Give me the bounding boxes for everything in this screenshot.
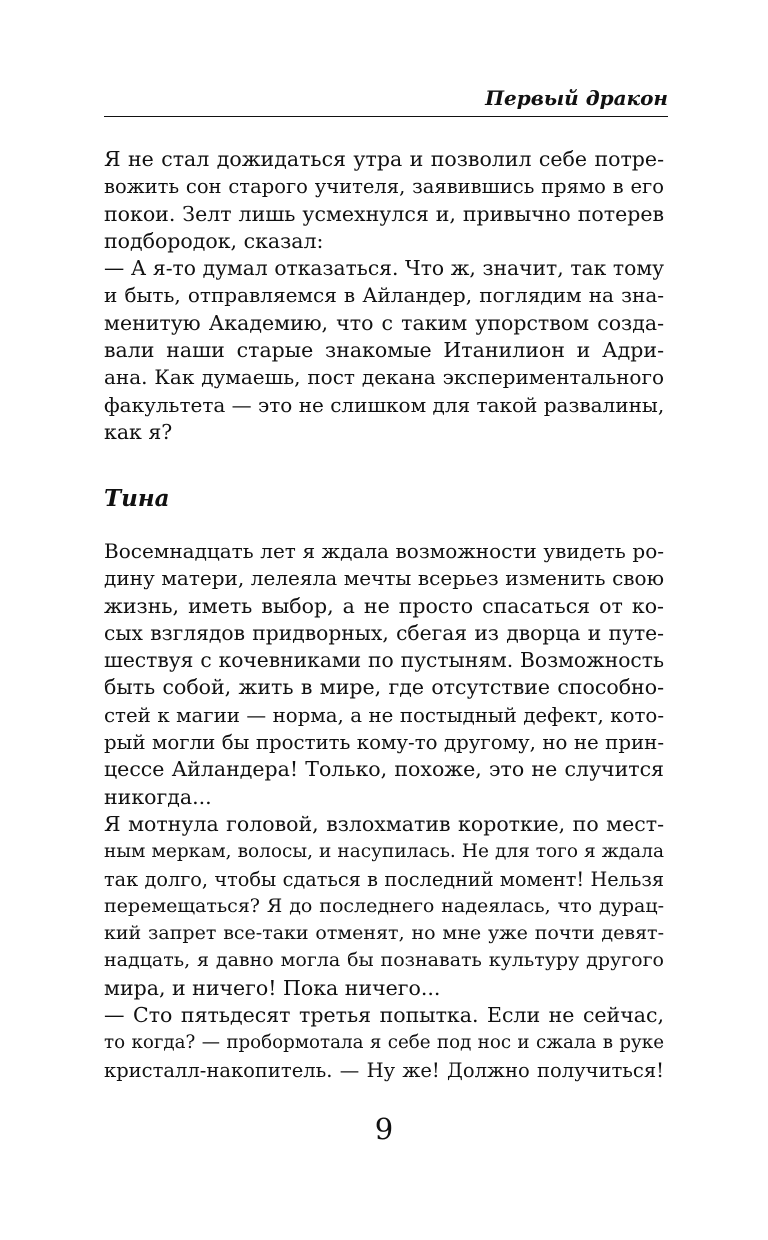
text-block-2 xyxy=(104,538,664,1084)
page-number: 9 xyxy=(374,1112,394,1146)
text-line: — Сто пятьдесят третья попытка. Если не сейчас, xyxy=(104,1003,664,1028)
text-line: надцать, я давно могла бы познавать культуру другого xyxy=(104,949,664,972)
text-line: — А я-то думал отказаться. Что ж, значит, так тому xyxy=(104,256,664,281)
text-line: вожить сон старого учителя, заявившись прямо в его xyxy=(104,175,664,199)
text-block-1 xyxy=(104,146,664,446)
text-line: покои. Зелт лишь усмехнулся и, привычно потерев xyxy=(104,201,664,226)
running-head xyxy=(104,86,668,117)
text-line: быть собой, жить в мире, где отсутствие способно- xyxy=(104,675,664,700)
text-line: кий запрет все-таки отменят, но мне уже почти девят- xyxy=(104,922,664,945)
text-line: факультета — это не слишком для такой развалины, xyxy=(104,392,665,417)
text-line: вали наши старые знакомые Итанилион и Адри- xyxy=(104,338,664,363)
text-line: кристалл-накопитель. — Ну же! Должно получиться! xyxy=(104,1058,664,1082)
text-line: ана. Как думаешь, пост декана экспериментального xyxy=(104,365,664,390)
text-line: как я? xyxy=(104,419,173,444)
text-line: стей к магии — норма, а не постыдный дефект, кото- xyxy=(104,703,664,727)
text-line: менитую Академию, что с таким упорством созда- xyxy=(104,310,664,335)
text-line: мира, и ничего! Пока ничего... xyxy=(104,975,441,1000)
section-heading: Тина xyxy=(104,485,170,512)
text-line: сых взглядов придворных, сбегая из дворца и путе- xyxy=(104,620,664,645)
text-line: дину матери, лелеяла мечты всерьез изменить свою xyxy=(104,566,664,591)
text-line: Я не стал дожидаться утра и позволил себе потре- xyxy=(104,147,664,171)
text-line: цессе Айландера! Только, похоже, это не случится xyxy=(104,757,664,782)
text-line: никогда... xyxy=(104,784,212,809)
text-line: рый могли бы простить кому-то другому, но не прин- xyxy=(104,731,664,755)
text-line: так долго, чтобы сдаться в последний момент! Нельзя xyxy=(104,867,664,891)
running-head-title: Первый дракон xyxy=(485,86,668,110)
text-line: ным меркам, волосы, и насупилась. Не для того я ждала xyxy=(104,841,664,863)
text-line: жизнь, иметь выбор, а не просто спасаться от ко- xyxy=(104,593,664,618)
text-line: и быть, отправляемся в Айландер, поглядим на зна- xyxy=(104,283,664,308)
text-line: подбородок, сказал: xyxy=(104,228,324,253)
text-line: шествуя с кочевниками по пустыням. Возможность xyxy=(104,648,664,673)
text-line: то когда? — пробормотала я себе под нос и сжала в руке xyxy=(104,1032,664,1054)
text-line: Восемнадцать лет я ждала возможности увидеть ро- xyxy=(104,539,664,563)
text-line: Я мотнула головой, взлохматив короткие, по мест- xyxy=(104,811,664,836)
text-line: перемещаться? Я до последнего надеялась, что дурац- xyxy=(104,894,664,917)
